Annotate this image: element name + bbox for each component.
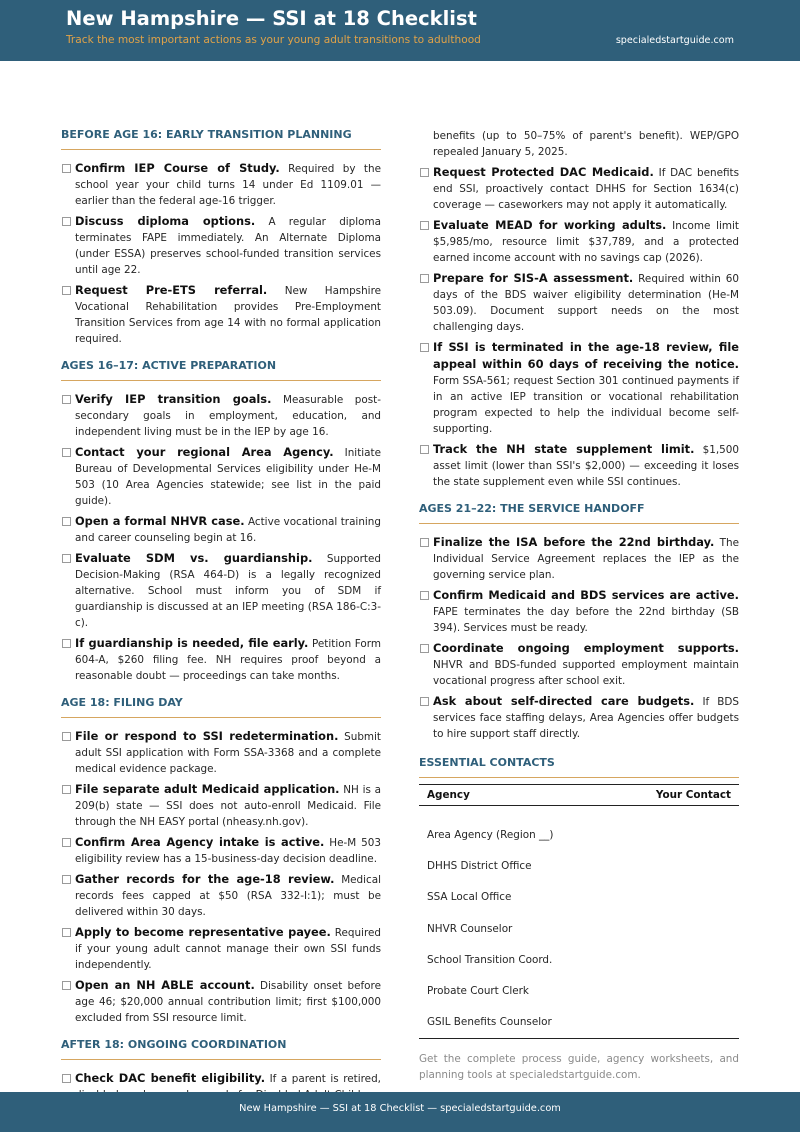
section-heading-age-18: AGE 18: FILING DAY [61, 696, 381, 718]
checklist-item[interactable]: Check DAC benefit eligibility. If a parent is retired, [61, 1070, 381, 1103]
contact-row[interactable]: NHVR Counselor [427, 922, 513, 935]
checkbox[interactable] [62, 875, 71, 884]
checkbox[interactable] [420, 274, 429, 283]
checklist-item[interactable]: Gather records for the age-18 review. Medical records fees capped at $50 (RSA 332-I:1); must be delivered within 30 days. [61, 871, 381, 920]
checklist-item[interactable]: Coordinate ongoing employment supports. NHVR and BDS-funded supported employment maintain vocational progress after school exit. [419, 640, 739, 689]
checkbox[interactable] [420, 343, 429, 352]
left-column [61, 128, 381, 1107]
checklist-item[interactable]: File or respond to SSI redetermination. Submit adult SSI application with Form SSA-3368 and a complete medical evidence package. [61, 728, 381, 777]
column-header-agency: Agency [427, 789, 470, 801]
section-heading-after-18: AFTER 18: ONGOING COORDINATION [61, 1038, 381, 1060]
checkbox[interactable] [62, 286, 71, 295]
checkbox[interactable] [62, 732, 71, 741]
closing-note: Get the complete process guide, agency worksheets, and planning tools at specialedstartguide.com. [419, 1053, 739, 1082]
checklist-item[interactable]: Request Protected DAC Medicaid. If DAC benefits end SSI, proactively contact DHHS for Section 1634(c) coverage — caseworkers may not apply it automatically. [419, 164, 739, 213]
checklist-item[interactable]: Verify IEP transition goals. Measurable post-secondary goals in employment, education, and independent living must be in the IEP by age 16. [61, 391, 381, 440]
header-banner [0, 0, 800, 61]
checklist-item[interactable]: Confirm Medicaid and BDS services are active. FAPE terminates the day before the 22nd birthday (SB 394). Services must be ready. [419, 587, 739, 636]
header-site-link[interactable]: specialedstartguide.com [615, 35, 734, 46]
checkbox[interactable] [62, 1074, 71, 1083]
checkbox[interactable] [62, 217, 71, 226]
checkbox[interactable] [62, 838, 71, 847]
checkbox[interactable] [62, 981, 71, 990]
checklist-item[interactable]: File separate adult Medicaid application. NH is a 209(b) state — SSI does not auto-enroll Medicaid. File through the NH EASY portal (nheasy.nh.gov). [61, 781, 381, 830]
contact-row[interactable]: Probate Court Clerk [427, 984, 529, 997]
section-heading-before-16: BEFORE AGE 16: EARLY TRANSITION PLANNING [61, 128, 381, 150]
checklist-item[interactable]: Open a formal NHVR case. Active vocational training and career counseling begin at 16. [61, 513, 381, 546]
checklist-item[interactable]: Open an NH ABLE account. Disability onset before age 46; $20,000 annual contribution limit; first $100,000 excluded from SSI resource limit. [61, 977, 381, 1026]
checklist-item[interactable]: Confirm Area Agency intake is active. He-M 503 eligibility review has a 15-business-day decision deadline. [61, 834, 381, 867]
checklist-item[interactable]: Prepare for SIS-A assessment. Required within 60 days of the BDS waiver eligibility determination (He-M 503.09). Document support needs on the most challenging days. [419, 270, 739, 335]
contacts-table-header [419, 785, 739, 806]
page-title: New Hampshire — SSI at 18 Checklist [66, 7, 477, 30]
checklist-item[interactable]: Confirm IEP Course of Study. Required by the school year your child turns 14 under Ed 1109.01 — earlier than the federal age-16 trigger. [61, 160, 381, 209]
checkbox[interactable] [62, 164, 71, 173]
checklist-item[interactable]: Track the NH state supplement limit. $1,500 asset limit (lower than SSI's $2,000) — exceeding it loses the state supplement even while SSI continues. [419, 441, 739, 490]
checkbox[interactable] [62, 448, 71, 457]
checklist-item[interactable]: Evaluate SDM vs. guardianship. Supported Decision-Making (RSA 464-D) is a legally recognized alternative. School must inform you of SDM if guardianship is discussed at an IEP meeting (RSA 186-C:3-c). [61, 550, 381, 631]
footer-text: New Hampshire — SSI at 18 Checklist — specialedstartguide.com [239, 1103, 561, 1114]
contact-row[interactable]: GSIL Benefits Counselor [427, 1016, 552, 1029]
footer-bar [0, 1092, 800, 1132]
right-column [419, 128, 739, 1083]
contact-row[interactable]: Area Agency (Region __) [427, 829, 554, 841]
checklist-item[interactable]: Finalize the ISA before the 22nd birthday. The Individual Service Agreement replaces the IEP as the governing service plan. [419, 534, 739, 583]
checklist-item[interactable]: Discuss diploma options. A regular diploma terminates FAPE immediately. An Alternate Diploma (under ESSA) preserves school-funded transition services until age 22. [61, 213, 381, 278]
checklist-item[interactable]: Ask about self-directed care budgets. If BDS services face staffing delays, Area Agencies offer budgets to hire support staff directly. [419, 693, 739, 742]
checklist-item[interactable]: If guardianship is needed, file early. Petition Form 604-A, $260 filing fee. NH requires proof beyond a reasonable doubt — proceedings can take months. [61, 635, 381, 684]
checkbox[interactable] [62, 639, 71, 648]
checkbox[interactable] [420, 697, 429, 706]
section-heading-ages-21-22: AGES 21–22: THE SERVICE HANDOFF [419, 502, 739, 524]
checkbox[interactable] [62, 785, 71, 794]
checklist-item[interactable]: Contact your regional Area Agency. Initiate Bureau of Developmental Services eligibility under He-M 503 (10 Area Agencies statewide; see list in the paid guide). [61, 444, 381, 509]
checkbox[interactable] [62, 554, 71, 563]
checkbox[interactable] [420, 445, 429, 454]
page-subtitle: Track the most important actions as your young adult transitions to adulthood [66, 34, 481, 46]
checklist-item[interactable]: If SSI is terminated in the age-18 review, file appeal within 60 days of receiving the notice. Form SSA-561; request Section 301 continued payments if in an active IEP transition or vocational rehabilitation program expected to help the individual become self-supporting. [419, 339, 739, 437]
section-heading-contacts: ESSENTIAL CONTACTS [419, 756, 739, 778]
contact-row[interactable]: DHHS District Office [427, 860, 532, 873]
checklist-item[interactable]: Apply to become representative payee. Required if your young adult cannot manage their own SSI funds independently. [61, 924, 381, 973]
checkbox[interactable] [420, 168, 429, 177]
section-heading-ages-16-17: AGES 16–17: ACTIVE PREPARATION [61, 359, 381, 381]
checkbox[interactable] [62, 517, 71, 526]
checklist-item[interactable]: Request Pre-ETS referral. New Hampshire Vocational Rehabilitation provides Pre-Employment Transition Services from age 14 with no formal application required. [61, 282, 381, 347]
contact-row[interactable]: SSA Local Office [427, 891, 512, 904]
checkbox[interactable] [62, 395, 71, 404]
checkbox[interactable] [420, 538, 429, 547]
contact-row[interactable]: School Transition Coord. [427, 953, 553, 966]
checklist-item-continuation: benefits (up to 50–75% of parent's benefit). WEP/GPO repealed January 5, 2025. [433, 130, 739, 158]
checkbox[interactable] [62, 928, 71, 937]
checkbox[interactable] [420, 644, 429, 653]
checkbox[interactable] [420, 591, 429, 600]
checkbox[interactable] [420, 221, 429, 230]
column-header-contact: Your Contact [655, 789, 731, 801]
checklist-item[interactable]: Evaluate MEAD for working adults. Income limit $5,985/mo, resource limit $37,789, and a protected earned income account with no savings cap (2026). [419, 217, 739, 266]
contacts-table [419, 784, 739, 1039]
